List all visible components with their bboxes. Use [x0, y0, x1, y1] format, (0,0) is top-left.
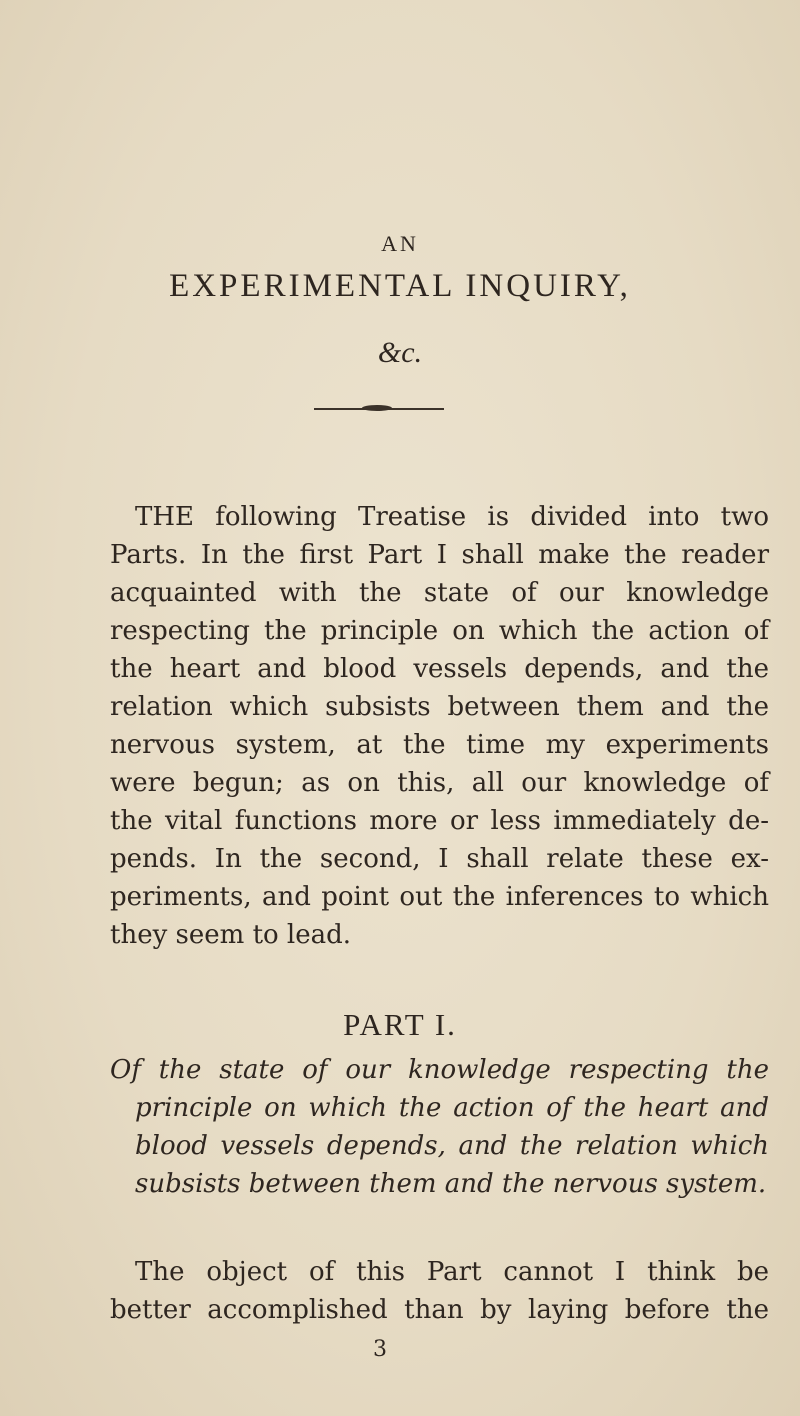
page-title: EXPERIMENTAL INQUIRY,	[169, 268, 631, 304]
page-number: 3	[373, 1337, 387, 1362]
intro-line: pends. In the second, I shall relate these ex-	[110, 844, 769, 874]
intro-line: THE following Treatise is divided into two	[135, 502, 769, 532]
part-subtitle-line: subsists between them and the nervous system.	[135, 1169, 767, 1199]
part-subtitle-line: Of the state of our knowledge respecting the	[110, 1055, 769, 1085]
intro-line: the vital functions more or less immediately de-	[110, 806, 769, 836]
intro-line: Parts. In the first Part I shall make the reader	[110, 540, 769, 570]
intro-line: they seem to lead.	[110, 920, 352, 950]
part-subtitle-line: principle on which the action of the heart and	[135, 1093, 769, 1123]
intro-line: relation which subsists between them and the	[110, 692, 769, 722]
intro-line: the heart and blood vessels depends, and the	[110, 654, 769, 684]
intro-line: periments, and point out the inferences to which	[110, 882, 769, 912]
part-subtitle-line: blood vessels depends, and the relation which	[135, 1131, 769, 1161]
intro-line: were begun; as on this, all our knowledge of	[110, 768, 769, 798]
body-line: better accomplished than by laying before the	[110, 1295, 769, 1325]
part-heading: PART I.	[343, 1007, 457, 1042]
body-line: The object of this Part cannot I think be	[135, 1257, 769, 1287]
intro-line: respecting the principle on which the action of	[110, 616, 769, 646]
intro-line: acquainted with the state of our knowledge	[110, 578, 769, 608]
etc-mark: &c.	[377, 336, 423, 369]
ornamental-rule	[314, 408, 444, 410]
intro-line: nervous system, at the time my experiments	[110, 730, 769, 760]
pre-title: AN	[381, 231, 419, 256]
